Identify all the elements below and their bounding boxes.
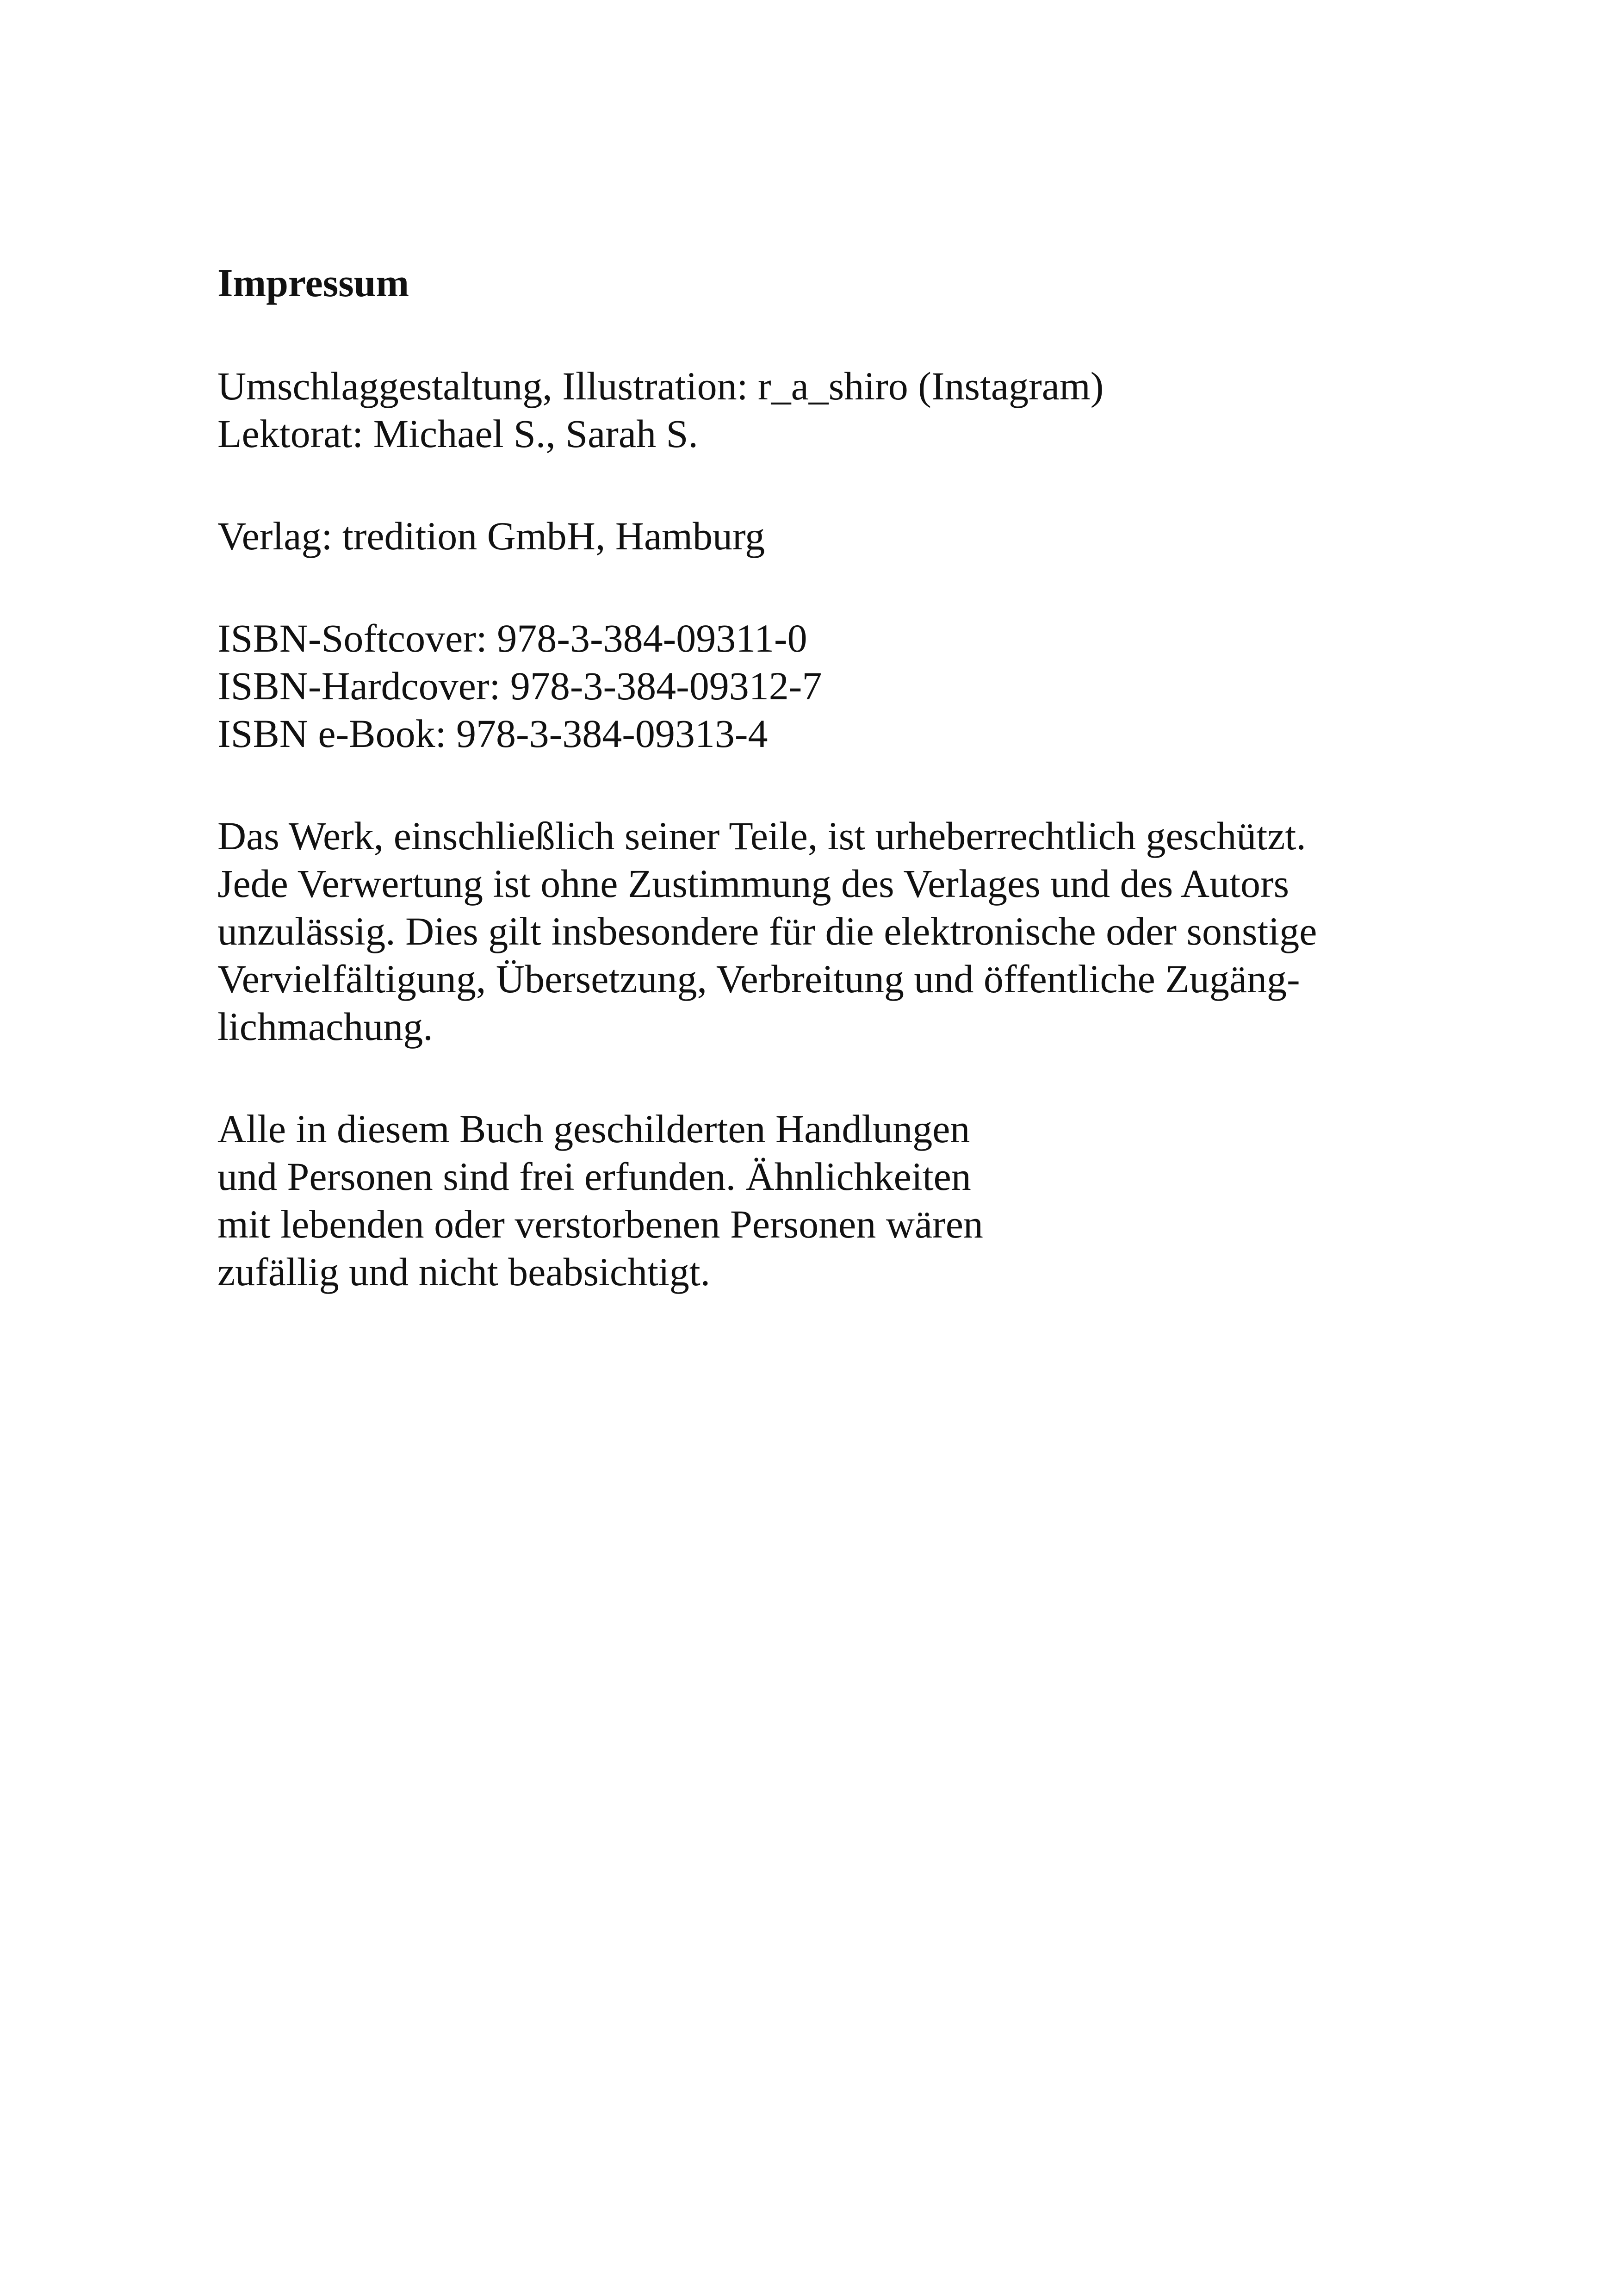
copyright-block (217, 812, 1420, 1051)
spacer (217, 458, 1420, 512)
disclaimer-block (217, 1105, 1420, 1296)
copyright-line: unzulässig. Dies gilt insbesondere für die elektronische oder sonstige (217, 909, 1317, 953)
page-title: Impressum (217, 261, 409, 305)
isbn-line: ISBN-Softcover: 978-3-384-09311-0 (217, 616, 807, 660)
credits-block (217, 362, 1420, 458)
copyright-line: lichmachung. (217, 1004, 433, 1049)
credits-line: Lektorat: Michael S., Sarah S. (217, 411, 698, 456)
publisher-block (217, 512, 1420, 560)
disclaimer-line: mit lebenden oder verstorbenen Personen wären (217, 1202, 983, 1246)
isbn-line: ISBN-Hardcover: 978-3-384-09312-7 (217, 664, 822, 708)
spacer (217, 758, 1420, 812)
credits-line: Umschlaggestaltung, Illustration: r_a_shiro (Instagram) (217, 364, 1104, 408)
copyright-line: Jede Verwertung ist ohne Zustimmung des Verlages und des Autors (217, 861, 1289, 906)
spacer (217, 307, 1420, 362)
disclaimer-line: und Personen sind frei erfunden. Ähnlichkeiten (217, 1154, 971, 1199)
publisher-line: Verlag: tredition GmbH, Hamburg (217, 514, 765, 558)
disclaimer-line: Alle in diesem Buch geschilderten Handlungen (217, 1107, 970, 1151)
isbn-block (217, 615, 1420, 758)
disclaimer-line: zufällig und nicht beabsichtigt. (217, 1250, 711, 1294)
copyright-line: Vervielfältigung, Übersetzung, Verbreitung und öffentliche Zugäng- (217, 957, 1300, 1001)
imprint-content (217, 259, 1420, 1296)
spacer (217, 1051, 1420, 1105)
isbn-line: ISBN e-Book: 978-3-384-09313-4 (217, 711, 768, 756)
copyright-line: Das Werk, einschließlich seiner Teile, ist urheberrechtlich geschützt. (217, 814, 1306, 858)
spacer (217, 560, 1420, 615)
